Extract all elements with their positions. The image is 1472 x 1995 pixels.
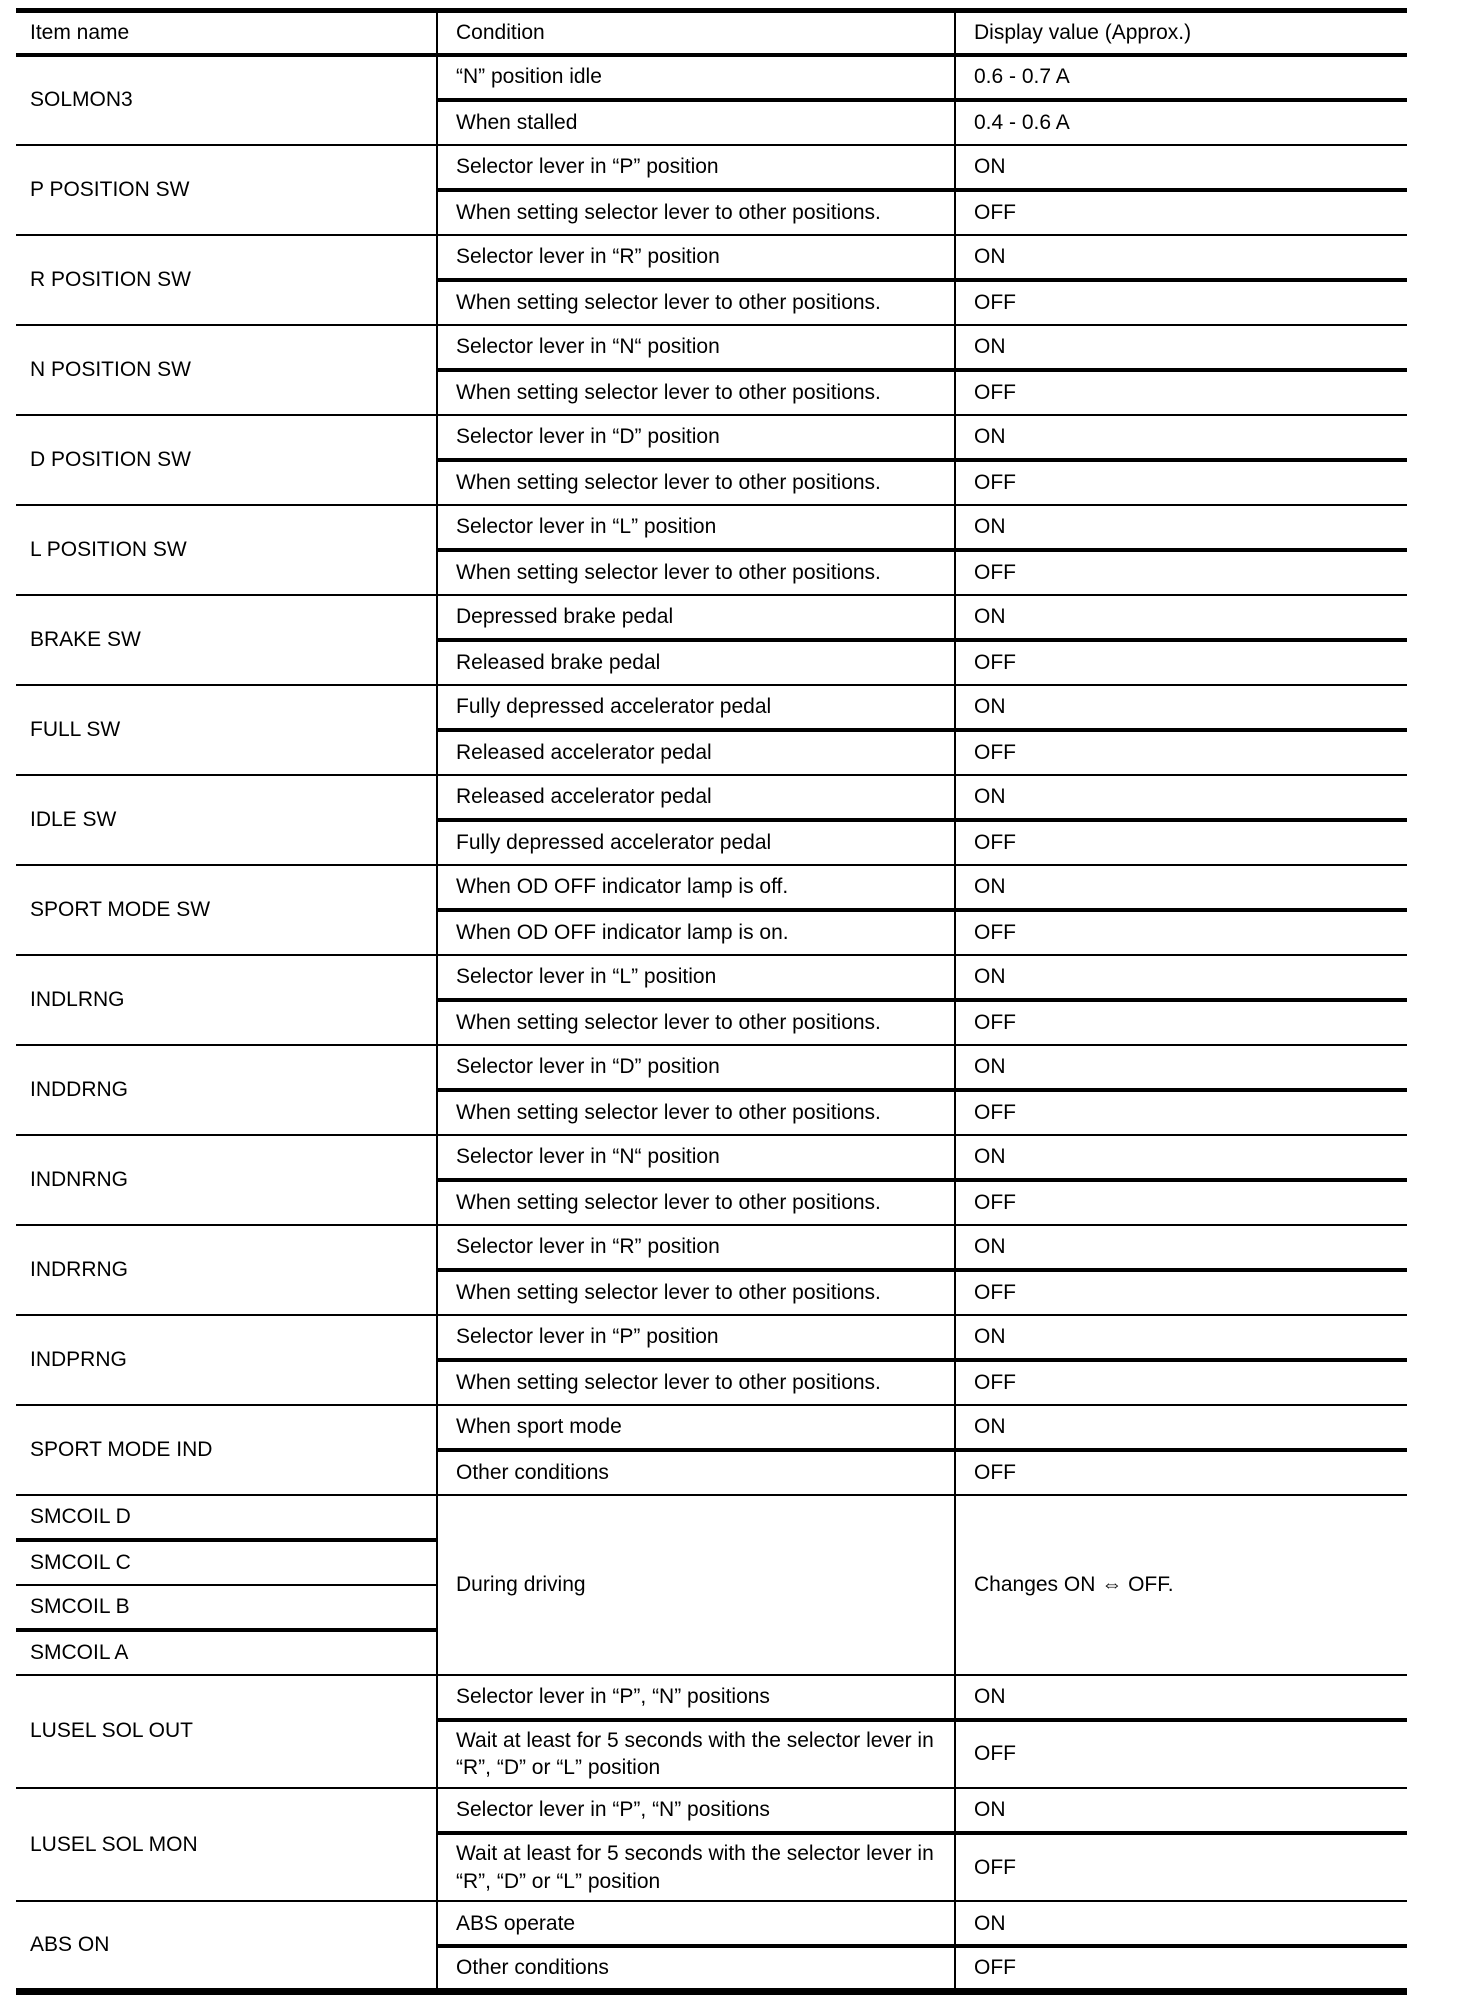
value-cell: ON	[955, 595, 1407, 640]
condition-cell: Selector lever in “R” position	[437, 1225, 955, 1270]
value-cell: ON	[955, 865, 1407, 910]
condition-cell: Selector lever in “L” position	[437, 505, 955, 550]
condition-cell: Selector lever in “D” position	[437, 1045, 955, 1090]
value-cell: OFF	[955, 1720, 1407, 1788]
item-cell: SOLMON3	[16, 55, 437, 145]
condition-cell: Selector lever in “N“ position	[437, 325, 955, 370]
condition-cell: When setting selector lever to other positions.	[437, 1360, 955, 1405]
condition-cell: When sport mode	[437, 1405, 955, 1450]
item-cell: L POSITION SW	[16, 505, 437, 595]
header-condition: Condition	[437, 11, 955, 55]
condition-cell: When setting selector lever to other positions.	[437, 550, 955, 595]
condition-cell: When setting selector lever to other positions.	[437, 1000, 955, 1045]
condition-cell: When OD OFF indicator lamp is on.	[437, 910, 955, 955]
value-cell: ON	[955, 505, 1407, 550]
table-row	[16, 1495, 1407, 1540]
value-cell: ON	[955, 1788, 1407, 1833]
table-row	[16, 1135, 1407, 1180]
item-cell: INDNRNG	[16, 1135, 437, 1225]
value-cell: OFF	[955, 460, 1407, 505]
value-cell: ON	[955, 685, 1407, 730]
table-row	[16, 235, 1407, 280]
value-cell: ON	[955, 1045, 1407, 1090]
value-cell: ON	[955, 235, 1407, 280]
condition-cell: When setting selector lever to other positions.	[437, 1270, 955, 1315]
value-cell: OFF	[955, 370, 1407, 415]
table-row	[16, 865, 1407, 910]
item-cell: LUSEL SOL MON	[16, 1788, 437, 1901]
condition-cell: Wait at least for 5 seconds with the selector lever in “R”, “D” or “L” position	[437, 1833, 955, 1901]
condition-cell: When setting selector lever to other positions.	[437, 1090, 955, 1135]
value-cell: 0.4 - 0.6 A	[955, 100, 1407, 145]
value-cell: OFF	[955, 1450, 1407, 1495]
table-row	[16, 55, 1407, 100]
value-cell: OFF	[955, 1180, 1407, 1225]
header-display-value: Display value (Approx.)	[955, 11, 1407, 55]
value-cell: ON	[955, 1315, 1407, 1360]
value-cell: OFF	[955, 1833, 1407, 1901]
item-cell: INDDRNG	[16, 1045, 437, 1135]
value-cell: ON	[955, 1901, 1407, 1946]
item-cell: SMCOIL B	[16, 1585, 437, 1630]
value-cell: OFF	[955, 910, 1407, 955]
table-body	[16, 55, 1407, 1992]
item-cell: SPORT MODE IND	[16, 1405, 437, 1495]
condition-cell: When setting selector lever to other positions.	[437, 460, 955, 505]
value-cell: OFF	[955, 190, 1407, 235]
value-cell: OFF	[955, 820, 1407, 865]
condition-cell: Selector lever in “P”, “N” positions	[437, 1788, 955, 1833]
condition-cell: When setting selector lever to other positions.	[437, 190, 955, 235]
condition-cell: When OD OFF indicator lamp is off.	[437, 865, 955, 910]
data-monitor-table	[16, 8, 1407, 1995]
table-row	[16, 415, 1407, 460]
table-row	[16, 1315, 1407, 1360]
value-cell: ON	[955, 1225, 1407, 1270]
table-row	[16, 595, 1407, 640]
header-row	[16, 11, 1407, 55]
item-cell: N POSITION SW	[16, 325, 437, 415]
condition-cell: When stalled	[437, 100, 955, 145]
item-cell: BRAKE SW	[16, 595, 437, 685]
value-cell: ON	[955, 415, 1407, 460]
value-cell: 0.6 - 0.7 A	[955, 55, 1407, 100]
item-cell: SMCOIL D	[16, 1495, 437, 1540]
table-row	[16, 1225, 1407, 1270]
item-cell: IDLE SW	[16, 775, 437, 865]
table-row	[16, 1675, 1407, 1720]
value-cell: ON	[955, 325, 1407, 370]
condition-cell: When setting selector lever to other positions.	[437, 370, 955, 415]
condition-cell: “N” position idle	[437, 55, 955, 100]
header-item-name: Item name	[16, 11, 437, 55]
condition-cell: Selector lever in “P” position	[437, 1315, 955, 1360]
item-cell: LUSEL SOL OUT	[16, 1675, 437, 1788]
value-cell: OFF	[955, 1946, 1407, 1991]
table-row	[16, 325, 1407, 370]
item-cell: INDRRNG	[16, 1225, 437, 1315]
condition-cell: Selector lever in “P” position	[437, 145, 955, 190]
value-cell: OFF	[955, 1090, 1407, 1135]
value-cell: OFF	[955, 730, 1407, 775]
item-cell: ABS ON	[16, 1901, 437, 1991]
condition-cell: Selector lever in “N“ position	[437, 1135, 955, 1180]
condition-cell: Selector lever in “D” position	[437, 415, 955, 460]
condition-cell: Fully depressed accelerator pedal	[437, 820, 955, 865]
value-cell: OFF	[955, 1360, 1407, 1405]
item-cell: SMCOIL C	[16, 1540, 437, 1585]
value-cell: OFF	[955, 550, 1407, 595]
condition-cell: When setting selector lever to other positions.	[437, 280, 955, 325]
item-cell: R POSITION SW	[16, 235, 437, 325]
condition-cell: During driving	[437, 1495, 955, 1675]
table-row	[16, 505, 1407, 550]
item-cell: INDLRNG	[16, 955, 437, 1045]
value-cell: ON	[955, 1405, 1407, 1450]
condition-cell: Other conditions	[437, 1450, 955, 1495]
condition-cell: Released accelerator pedal	[437, 775, 955, 820]
item-cell: P POSITION SW	[16, 145, 437, 235]
table-row	[16, 685, 1407, 730]
condition-cell: Fully depressed accelerator pedal	[437, 685, 955, 730]
value-cell: Changes ON ⇔ OFF.	[955, 1495, 1407, 1675]
value-cell: OFF	[955, 640, 1407, 685]
condition-cell: When setting selector lever to other positions.	[437, 1180, 955, 1225]
item-cell: SMCOIL A	[16, 1630, 437, 1675]
value-cell: OFF	[955, 1000, 1407, 1045]
value-cell: OFF	[955, 1270, 1407, 1315]
table-row	[16, 1045, 1407, 1090]
condition-cell: Other conditions	[437, 1946, 955, 1991]
value-cell: ON	[955, 955, 1407, 1000]
condition-cell: Released accelerator pedal	[437, 730, 955, 775]
table-row	[16, 1901, 1407, 1946]
table-row	[16, 1405, 1407, 1450]
table-row	[16, 1788, 1407, 1833]
value-cell: ON	[955, 775, 1407, 820]
value-cell: ON	[955, 1675, 1407, 1720]
value-cell: ON	[955, 1135, 1407, 1180]
item-cell: INDPRNG	[16, 1315, 437, 1405]
value-cell: ON	[955, 145, 1407, 190]
condition-cell: Wait at least for 5 seconds with the selector lever in “R”, “D” or “L” position	[437, 1720, 955, 1788]
condition-cell: Selector lever in “P”, “N” positions	[437, 1675, 955, 1720]
condition-cell: Selector lever in “L” position	[437, 955, 955, 1000]
item-cell: FULL SW	[16, 685, 437, 775]
item-cell: SPORT MODE SW	[16, 865, 437, 955]
condition-cell: ABS operate	[437, 1901, 955, 1946]
condition-cell: Depressed brake pedal	[437, 595, 955, 640]
table-row	[16, 775, 1407, 820]
value-cell: OFF	[955, 280, 1407, 325]
condition-cell: Selector lever in “R” position	[437, 235, 955, 280]
table-row	[16, 955, 1407, 1000]
table-row	[16, 145, 1407, 190]
condition-cell: Released brake pedal	[437, 640, 955, 685]
item-cell: D POSITION SW	[16, 415, 437, 505]
table-header	[16, 11, 1407, 55]
